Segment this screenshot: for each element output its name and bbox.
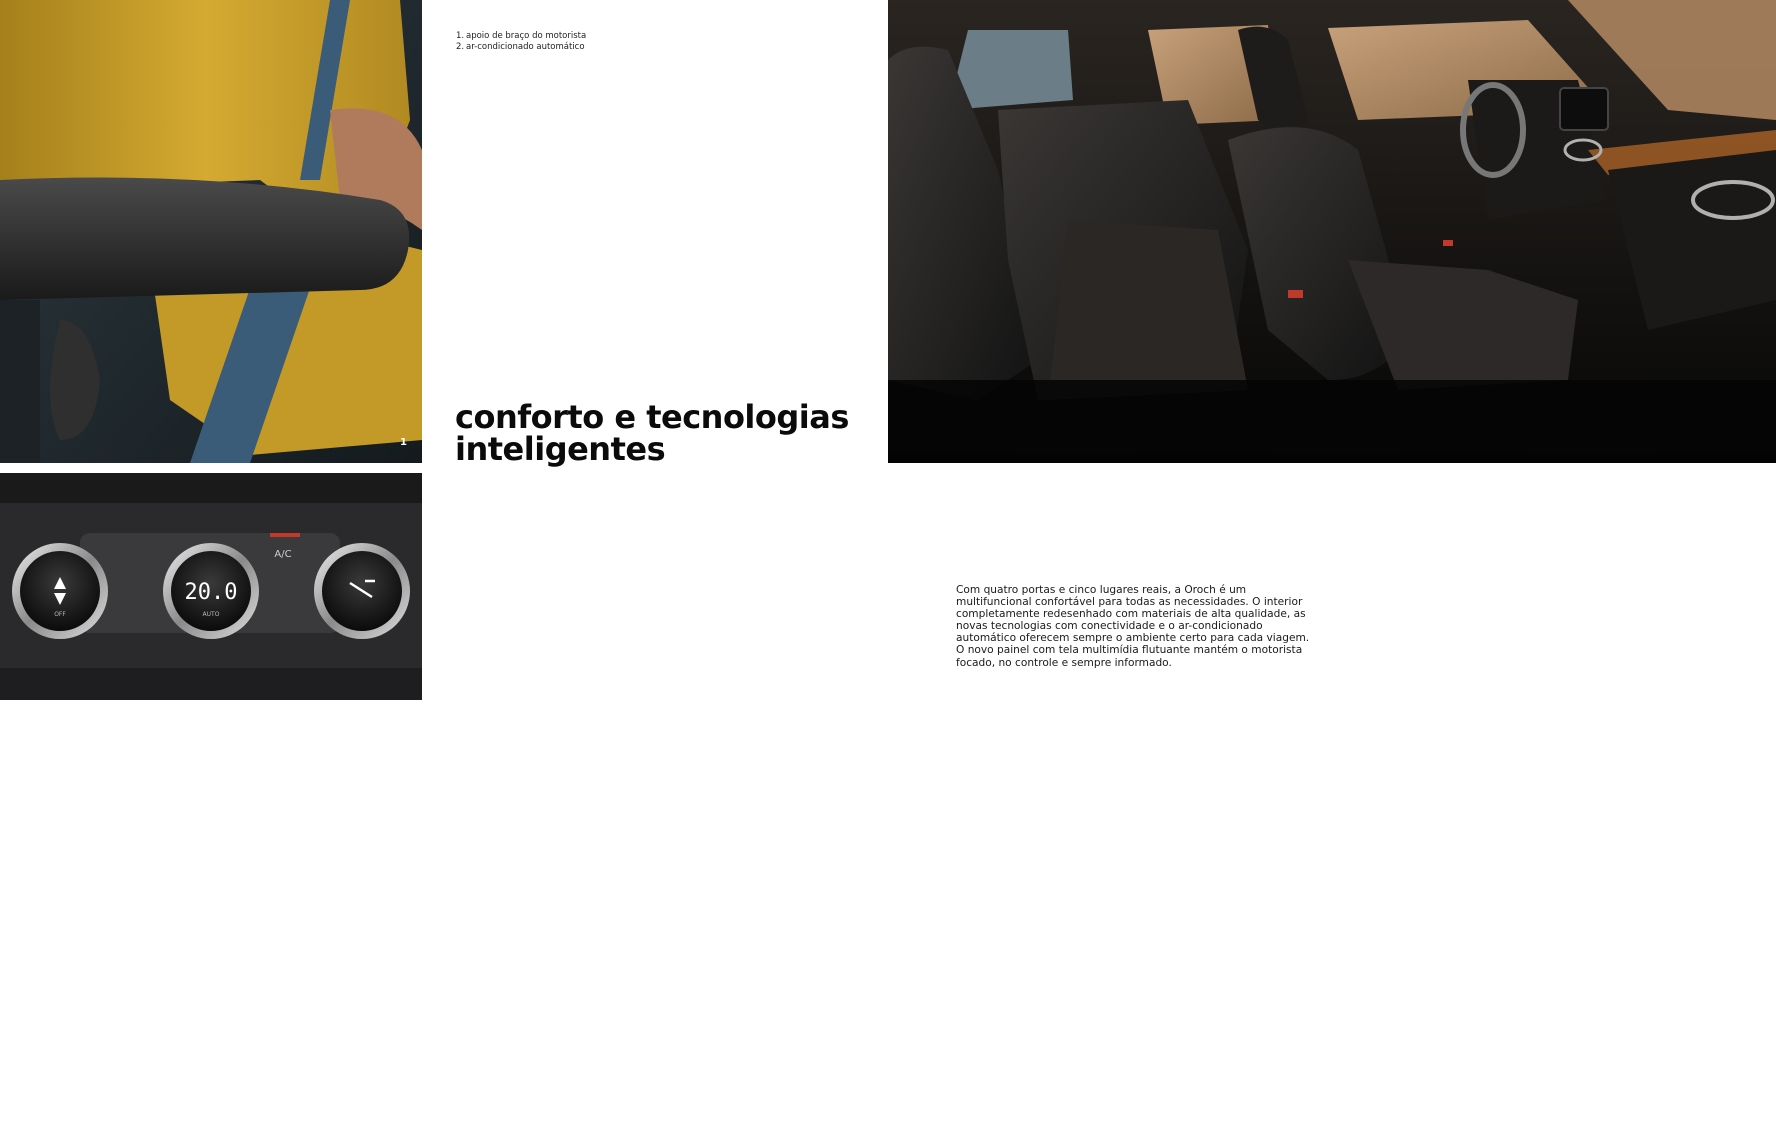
headline-line-2: inteligentes [455,430,666,468]
cabin-interior-photo [888,0,1776,463]
driver-armrest-image [0,0,422,463]
page-headline [455,398,875,468]
caption-list [456,31,586,53]
photo-number-2: 2 [399,1130,406,1141]
body-paragraph: Com quatro portas e cinco lugares reais, a Oroch é um multifuncional confortável para todas as necessidades. O interior completamente redesenhado com materiais de alta qualidade, as novas tecnologias com conectividade e o ar-condicionado automático oferecem sempre o ambiente certo para cada viagem. O novo painel com tela multimídia flutuante mantém o motorista focado, no controle e sempre informado. [956,584,1310,669]
armrest-photo [0,0,422,463]
auto-mode-label: AUTO [202,611,220,618]
headline-line-1: conforto e tecnologias [455,398,849,436]
ac-label: A/C [274,549,292,560]
photo-number-1: 1 [400,437,407,448]
fan-off-label: OFF [54,611,66,618]
temperature-readout: 20.0 [184,580,238,605]
climate-control-image [0,473,422,700]
caption-item: 1. apoio de braço do motorista [456,31,587,41]
climate-control-photo [0,473,422,1141]
fan-knob [12,543,108,639]
cabin-interior-image [888,0,1776,463]
caption-item: 2. ar-condicionado automático [456,42,585,52]
